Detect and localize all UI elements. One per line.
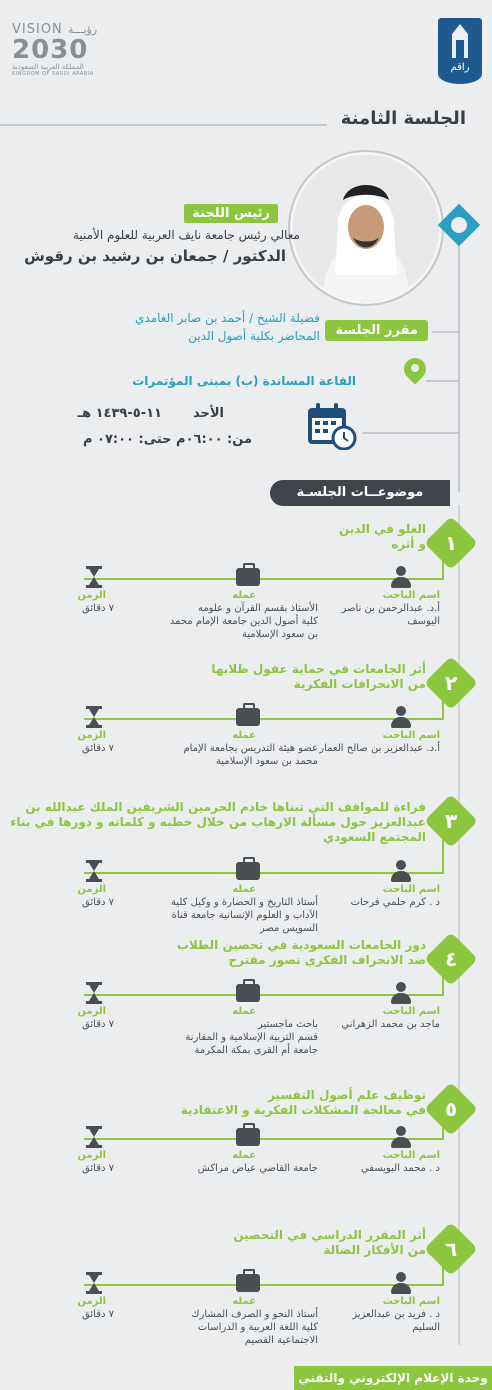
researcher-name-line: د . محمد البويسفي (360, 1163, 440, 1174)
researcher-work-line: الأستاذ بقسم القرآن و علومه (197, 603, 318, 614)
topic-duration: ٧ دقائق (82, 1163, 114, 1174)
topic-title-line: من الانحرافات الفكرية (293, 677, 426, 691)
person-body (391, 717, 411, 728)
work-label: عمله (232, 884, 256, 895)
topic-number: ١ (444, 531, 458, 555)
researcher-name (300, 1162, 440, 1175)
researcher-work-line: جامعة أم القرى بمكة المكرمة (194, 1045, 318, 1056)
work-briefcase-icon (236, 1128, 260, 1146)
researcher-name-line: اليوسف (407, 616, 440, 627)
hourglass-part (89, 1137, 99, 1145)
topic-title (339, 522, 426, 552)
researcher-name-line: د . كرم حلمي فرحات (350, 897, 440, 908)
person-body (391, 1137, 411, 1148)
topic-duration: ٧ دقائق (82, 897, 114, 908)
chair-name: الدكتور / جمعان بن رشيد بن رقوش (24, 247, 286, 265)
researcher-work-line: السويس مصر (259, 923, 318, 934)
topic-title-line: ضد الانحراف الفكري تصور مقترح (228, 953, 426, 967)
session-time: من: ٠٦:٠٠م حتى: ٠٧:٠٠ م (82, 432, 252, 447)
time-hourglass-icon (86, 1126, 102, 1148)
researcher-work-line: بن سعود الإسلامية (241, 629, 318, 640)
researcher-label: اسم الباحث (382, 884, 440, 895)
time-label: الزمن (77, 1150, 106, 1161)
topic-number-badge (424, 932, 478, 986)
chair-label: رئيس اللجنة (184, 204, 278, 223)
connector-branch (362, 432, 460, 434)
person-body (391, 993, 411, 1004)
hourglass-part (86, 725, 102, 728)
researcher-name-line: السليم (412, 1322, 440, 1333)
researcher-label: اسم الباحث (382, 1296, 440, 1307)
researcher-label: اسم الباحث (382, 1150, 440, 1161)
researcher-icon (390, 1126, 412, 1148)
topic-row-stem (442, 976, 444, 996)
hourglass-part (86, 879, 102, 882)
topic-title-line: المجتمع السعودي (323, 830, 426, 844)
topic-title-line: أثر المقرر الدراسي في التحصين (233, 1228, 426, 1242)
topic-row-stem (442, 560, 444, 580)
topic-title-line: من الأفكار الضالة (323, 1243, 426, 1257)
topic-number: ٦ (444, 1237, 458, 1261)
footer-unit-label: وحدة الإعلام الإلكتروني والتقني (294, 1366, 492, 1390)
work-briefcase-icon (236, 708, 260, 726)
connector-branch (432, 331, 460, 333)
time-label: الزمن (77, 590, 106, 601)
researcher-work-line: أستاذ النحو و الصرف المشارك (191, 1309, 318, 1320)
hourglass-part (86, 1001, 102, 1004)
researcher-name (300, 1018, 440, 1031)
time-hourglass-icon (86, 982, 102, 1004)
topic-title (10, 800, 426, 845)
researcher-work (108, 742, 318, 768)
person-body (391, 1283, 411, 1294)
session-date: ١١-٥-١٤٣٩ هـ (77, 406, 162, 421)
work-briefcase-icon (236, 862, 260, 880)
hourglass-part (89, 871, 99, 879)
topic-title-line: و أثره (391, 537, 426, 551)
researcher-label: اسم الباحث (382, 730, 440, 741)
time-label: الزمن (77, 1006, 106, 1017)
researcher-name-line: ماجد بن محمد الزهراني (341, 1019, 440, 1030)
topic-number-badge (424, 794, 478, 848)
topic-title (177, 938, 426, 968)
topic-title (211, 662, 426, 692)
topic-duration: ٧ دقائق (82, 1019, 114, 1030)
connector-line (458, 210, 460, 492)
researcher-work (108, 1018, 318, 1057)
topic-number: ٣ (444, 809, 458, 833)
researcher-work-line: كلية أصول الدين جامعة الإمام محمد (169, 616, 318, 627)
topic-row-stem (442, 838, 444, 874)
researcher-icon (390, 566, 412, 588)
topic-number-badge (424, 1222, 478, 1276)
work-briefcase-icon (236, 1274, 260, 1292)
researcher-icon (390, 706, 412, 728)
topic-row-stem (442, 1266, 444, 1286)
rapporteur-label: مقرر الجلسة (325, 320, 428, 341)
time-label: الزمن (77, 884, 106, 895)
calendar-clock-icon (306, 402, 358, 450)
researcher-work-line: كلية اللغة العربية و الدراسات (197, 1322, 318, 1333)
person-head (396, 982, 406, 992)
hourglass-part (86, 1145, 102, 1148)
researcher-label: اسم الباحث (382, 1006, 440, 1017)
hourglass-part (89, 863, 99, 871)
hourglass-part (89, 577, 99, 585)
time-hourglass-icon (86, 1272, 102, 1294)
chair-portrait (290, 152, 442, 304)
rapporteur-name: فضيلة الشيخ / أحمد بن صابر الغامدي (135, 311, 320, 325)
location-text: القاعة المساندة (ب) بمبنى المؤتمرات (132, 374, 356, 388)
session-day: الأحد (192, 406, 224, 421)
hourglass-part (89, 569, 99, 577)
work-briefcase-icon (236, 568, 260, 586)
time-hourglass-icon (86, 706, 102, 728)
researcher-work (108, 1308, 318, 1347)
university-logo: راقم (438, 18, 482, 84)
topic-row-stem (442, 700, 444, 720)
hourglass-part (89, 1283, 99, 1291)
researcher-icon (390, 860, 412, 882)
work-label: عمله (232, 1296, 256, 1307)
topic-title-line: الغلو في الدين (338, 522, 426, 536)
person-head (396, 706, 406, 716)
topic-row-stem (442, 1126, 444, 1140)
time-hourglass-icon (86, 860, 102, 882)
researcher-name (300, 742, 440, 755)
researcher-icon (390, 1272, 412, 1294)
researcher-name-line: أ.د. عبدالعزيز بن صالح العمار (319, 743, 440, 754)
hourglass-part (89, 985, 99, 993)
researcher-work-line: باحث ماجستير (257, 1019, 318, 1030)
work-label: عمله (232, 730, 256, 741)
topic-number-badge (424, 656, 478, 710)
hourglass-part (89, 993, 99, 1001)
topic-duration: ٧ دقائق (82, 1309, 114, 1320)
researcher-name-line: د . فريد بن عبدالعزيز (352, 1309, 440, 1320)
topic-title (233, 1228, 426, 1258)
person-head (396, 860, 406, 870)
rapporteur-role: المحاضر بكلية أصول الدين (188, 329, 320, 343)
researcher-name-line: أ.د. عبدالرحمن بن ناصر (341, 603, 440, 614)
topic-title-line: عبدالعزيز حول مسألة الارهاب من خلال خطبه و كلماته و دورها في بناء (10, 815, 426, 829)
topic-number: ٥ (444, 1097, 458, 1121)
topic-title-line: في معالجة المشكلات الفكرية و الاعتقادية (180, 1103, 426, 1117)
work-briefcase-icon (236, 984, 260, 1002)
researcher-work (108, 602, 318, 641)
person-head (396, 1272, 406, 1282)
researcher-work-line: جامعة القاضي عياض مراكش (197, 1163, 318, 1174)
topic-title-line: أثر الجامعات في حماية عقول طلابها (211, 662, 426, 676)
person-head (396, 566, 406, 576)
work-label: عمله (232, 1006, 256, 1017)
topics-connector-line (458, 505, 460, 1345)
person-body (391, 577, 411, 588)
researcher-work-line: محمد بن سعود الإسلامية (215, 756, 318, 767)
researcher-work (108, 1162, 318, 1175)
researcher-icon (390, 982, 412, 1004)
hourglass-part (89, 717, 99, 725)
work-label: عمله (232, 1150, 256, 1161)
hourglass-part (86, 585, 102, 588)
researcher-work (108, 896, 318, 935)
researcher-work-line: الآداب و العلوم الإنسانية جامعة قناة (171, 910, 318, 921)
researcher-work-line: قسم التربية الإسلامية و المقارنة (185, 1032, 318, 1043)
topic-title-line: توظيف علم أصول التفسير (268, 1088, 426, 1102)
researcher-work-line: عضو هيئة التدريس بجامعة الإمام (183, 743, 318, 754)
time-label: الزمن (77, 1296, 106, 1307)
researcher-name (300, 1308, 440, 1334)
topic-number: ٤ (444, 947, 458, 971)
topic-duration: ٧ دقائق (82, 743, 114, 754)
connector-branch (426, 380, 460, 382)
hourglass-part (86, 1291, 102, 1294)
researcher-label: اسم الباحث (382, 590, 440, 601)
page-title: الجلسة الثامنة (327, 108, 472, 129)
vision-2030-logo: VISION رؤيـــة 2030 المملكة العربية السعودية KINGDOM OF SAUDI ARABIA (12, 22, 98, 77)
star-badge-center (451, 217, 467, 233)
hourglass-part (89, 1129, 99, 1137)
researcher-work-line: الاجتماعية القصيم (244, 1335, 318, 1346)
time-label: الزمن (77, 730, 106, 741)
time-hourglass-icon (86, 566, 102, 588)
researcher-name (300, 896, 440, 909)
hourglass-part (89, 709, 99, 717)
topics-header: موضوعــات الجلسـة (270, 480, 450, 506)
topic-title-line: دور الجامعات السعودية في تحصين الطلاب (176, 938, 426, 952)
location-pin-dot (411, 364, 419, 372)
topic-title (181, 1088, 426, 1118)
topic-title-line: قراءة للمواقف التي تبناها خادم الحرمين الشريفين الملك عبدالله بن (25, 800, 426, 814)
researcher-name (300, 602, 440, 628)
topic-number-badge (424, 516, 478, 570)
work-label: عمله (232, 590, 256, 601)
person-body (391, 871, 411, 882)
person-head (396, 1126, 406, 1136)
topic-number-badge (424, 1082, 478, 1136)
topic-number: ٢ (444, 671, 458, 695)
chair-role: معالي رئيس جامعة نايف العربية للعلوم الأمنية (72, 228, 300, 242)
researcher-work-line: أستاذ التاريخ و الحضارة و وكيل كلية (170, 897, 318, 908)
hourglass-part (89, 1275, 99, 1283)
topic-duration: ٧ دقائق (82, 603, 114, 614)
